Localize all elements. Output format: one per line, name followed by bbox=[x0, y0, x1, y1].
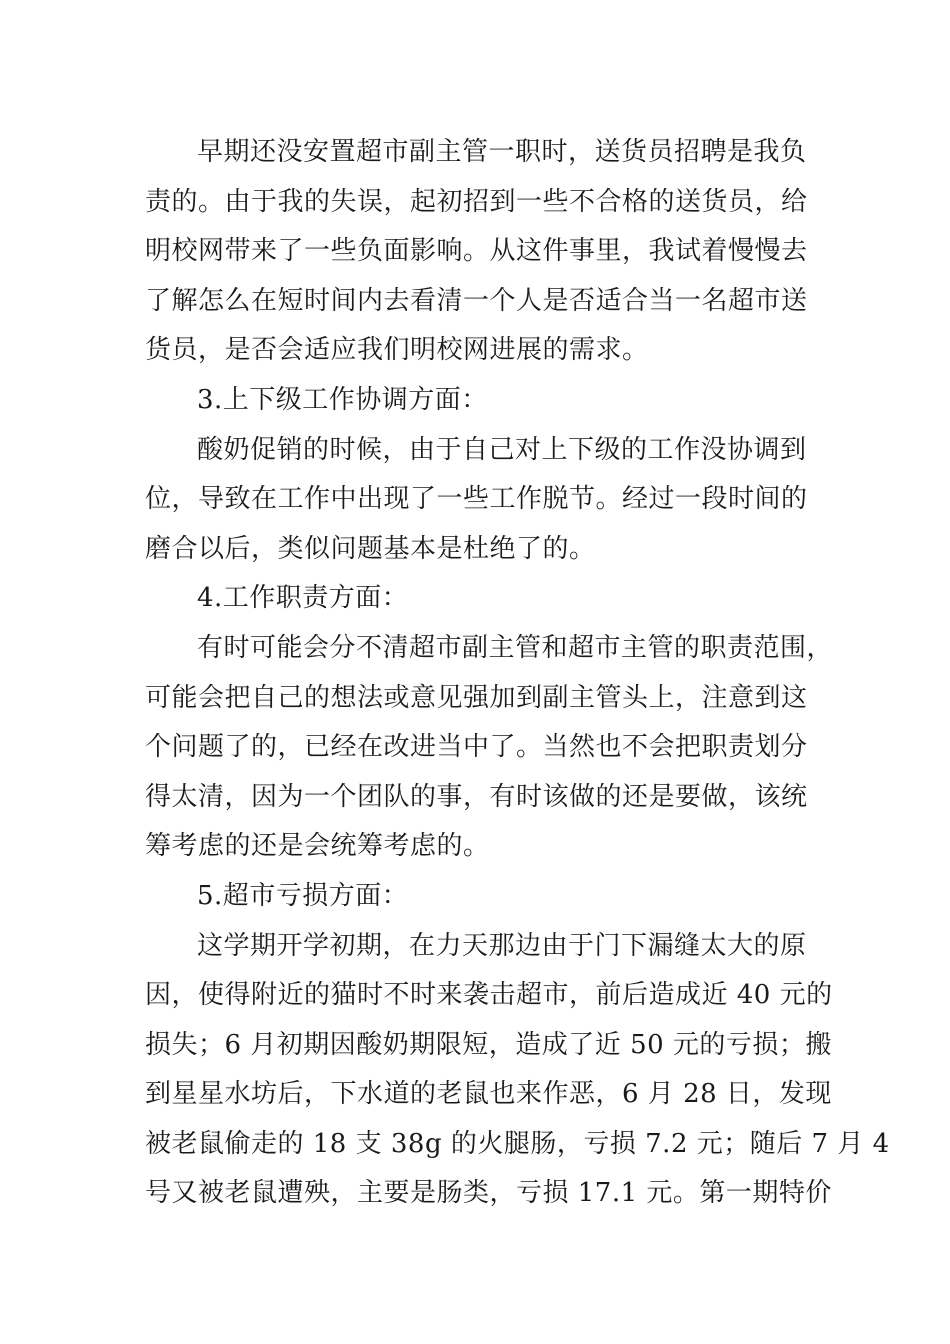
text-line-12: 可能会把自己的想法或意见强加到副主管头上，注意到这 bbox=[145, 682, 808, 713]
text-line-21: 被老鼠偷走的 18 支 38g 的火腿肠，亏损 7.2 元；随后 7 月 4 bbox=[145, 1128, 890, 1159]
text-line-22: 号又被老鼠遭殃，主要是肠类，亏损 17.1 元。第一期特价 bbox=[145, 1178, 832, 1209]
text-line-14: 得太清，因为一个团队的事，有时该做的还是要做，该统 bbox=[145, 781, 808, 812]
text-line-1: 早期还没安置超市副主管一职时，送货员招聘是我负 bbox=[197, 137, 807, 167]
text-line-15: 筹考虑的还是会统筹考虑的。 bbox=[145, 831, 490, 862]
text-line-8: 位，导致在工作中出现了一些工作脱节。经过一段时间的 bbox=[145, 484, 808, 515]
text-line-5: 货员，是否会适应我们明校网进展的需求。 bbox=[145, 335, 649, 366]
text-line-19: 损失；6 月初期因酸奶期限短，造成了近 50 元的亏损；搬 bbox=[145, 1029, 832, 1060]
text-line-7: 酸奶促销的时候，由于自己对上下级的工作没协调到 bbox=[197, 434, 807, 465]
text-line-3: 明校网带来了一些负面影响。从这件事里，我试着慢慢去 bbox=[145, 236, 808, 267]
section-heading-4: 4.工作职责方面： bbox=[197, 583, 409, 614]
text-line-11: 有时可能会分不清超市副主管和超市主管的职责范围， bbox=[197, 632, 834, 663]
text-line-4: 了解怎么在短时间内去看清一个人是否适合当一名超市送 bbox=[145, 285, 808, 316]
text-line-17: 这学期开学初期，在力天那边由于门下漏缝太大的原 bbox=[197, 930, 807, 961]
text-line-20: 到星星水坊后，下水道的老鼠也来作恶，6 月 28 日，发现 bbox=[145, 1079, 832, 1110]
text-line-2: 责的。由于我的失误，起初招到一些不合格的送货员，给 bbox=[145, 186, 808, 217]
text-line-13: 个问题了的，已经在改进当中了。当然也不会把职责划分 bbox=[145, 732, 808, 763]
body-text bbox=[145, 128, 890, 1219]
text-line-9: 磨合以后，类似问题基本是杜绝了的。 bbox=[145, 533, 596, 564]
section-heading-5: 5.超市亏损方面： bbox=[197, 880, 409, 911]
section-heading-3: 3.上下级工作协调方面： bbox=[197, 384, 488, 415]
text-line-18: 因，使得附近的猫时不时来袭击超市，前后造成近 40 元的 bbox=[145, 980, 833, 1011]
